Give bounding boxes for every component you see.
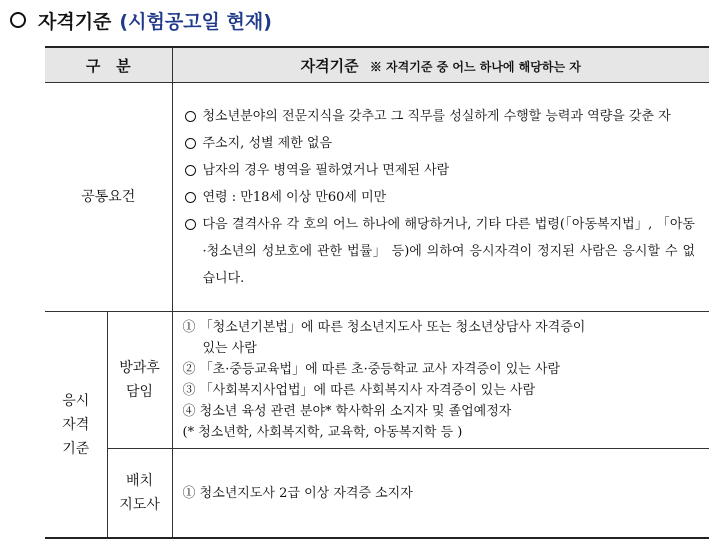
list-item (185, 184, 696, 211)
list-item-text: 청소년분야의 전문지식을 갖추고 그 직무를 성실하게 수행할 능력과 역량을 갖춘 자 (202, 108, 671, 124)
list-item-text: 다음 결격사유 각 호의 어느 하나에 해당하거나, 기타 다른 법령(「아동복지법」, 「아동·청소년의 성보호에 관한 법률」 등)에 의하여 응시자격이 정지된 사람은 응시할 수 없습니다. (202, 216, 695, 286)
afterschool-row (45, 312, 709, 449)
afterschool-label: 방과후 담임 (107, 312, 172, 449)
placement-row (45, 449, 709, 538)
afterschool-list (173, 315, 710, 445)
circle-bullet-icon (185, 111, 196, 122)
header-category-label: 구 분 (85, 56, 131, 75)
list-item (185, 103, 696, 130)
common-requirements-row (45, 83, 709, 312)
header-criteria (172, 47, 709, 83)
placement-cell (172, 449, 709, 538)
list-item: (* 청소년학, 사회복지학, 교육학, 아동복지학 등 ) (182, 425, 463, 441)
list-item: ④ 청소년 육성 관련 분야* 학사학위 소지자 및 졸업예정자 (182, 404, 512, 420)
list-item: ③ 「사회복지사업법」에 따른 사회복지사 자격증이 있는 사람 (182, 383, 536, 399)
list-item (185, 130, 696, 157)
afterschool-cell (172, 312, 709, 449)
common-requirements-cell (172, 83, 709, 312)
list-item: ① 청소년지도사 2급 이상 자격증 소지자 (182, 485, 413, 501)
list-item (185, 211, 696, 292)
circle-bullet-icon (185, 192, 196, 203)
qualification-table (45, 46, 709, 539)
placement-label: 배치 지도사 (107, 449, 172, 538)
circle-bullet-icon (185, 138, 196, 149)
list-item-text: 연령 : 만18세 이상 만60세 미만 (202, 189, 387, 205)
header-category (45, 47, 172, 83)
list-item: 있는 사람 (202, 341, 257, 357)
list-item-text: 주소지, 성별 제한 없음 (202, 135, 333, 151)
section-title: 자격기준 (38, 10, 112, 33)
common-requirements-list (173, 99, 710, 296)
header-criteria-label: 자격기준 (300, 56, 359, 75)
placement-list (173, 483, 710, 504)
list-item-text: 남자의 경우 병역을 필하였거나 면제된 사람 (202, 162, 450, 178)
circle-bullet-icon (185, 165, 196, 176)
qualification-criteria-label: 응시 자격 기준 (45, 312, 107, 538)
circle-bullet-icon (10, 12, 26, 28)
header-criteria-note: ※ 자격기준 중 어느 하나에 해당하는 자 (369, 59, 581, 74)
list-item: ① 「청소년기본법」에 따른 청소년지도사 또는 청소년상담사 자격증이 (182, 320, 586, 336)
list-item (185, 157, 696, 184)
circle-bullet-icon (185, 219, 196, 230)
list-item: ② 「초·중등교육법」에 따른 초·중등학교 교사 자격증이 있는 사람 (182, 362, 561, 378)
table-header-row (45, 47, 709, 83)
common-requirements-label: 공통요건 (45, 83, 172, 312)
section-heading (10, 6, 272, 34)
section-subtitle: (시험공고일 현재) (119, 10, 272, 33)
